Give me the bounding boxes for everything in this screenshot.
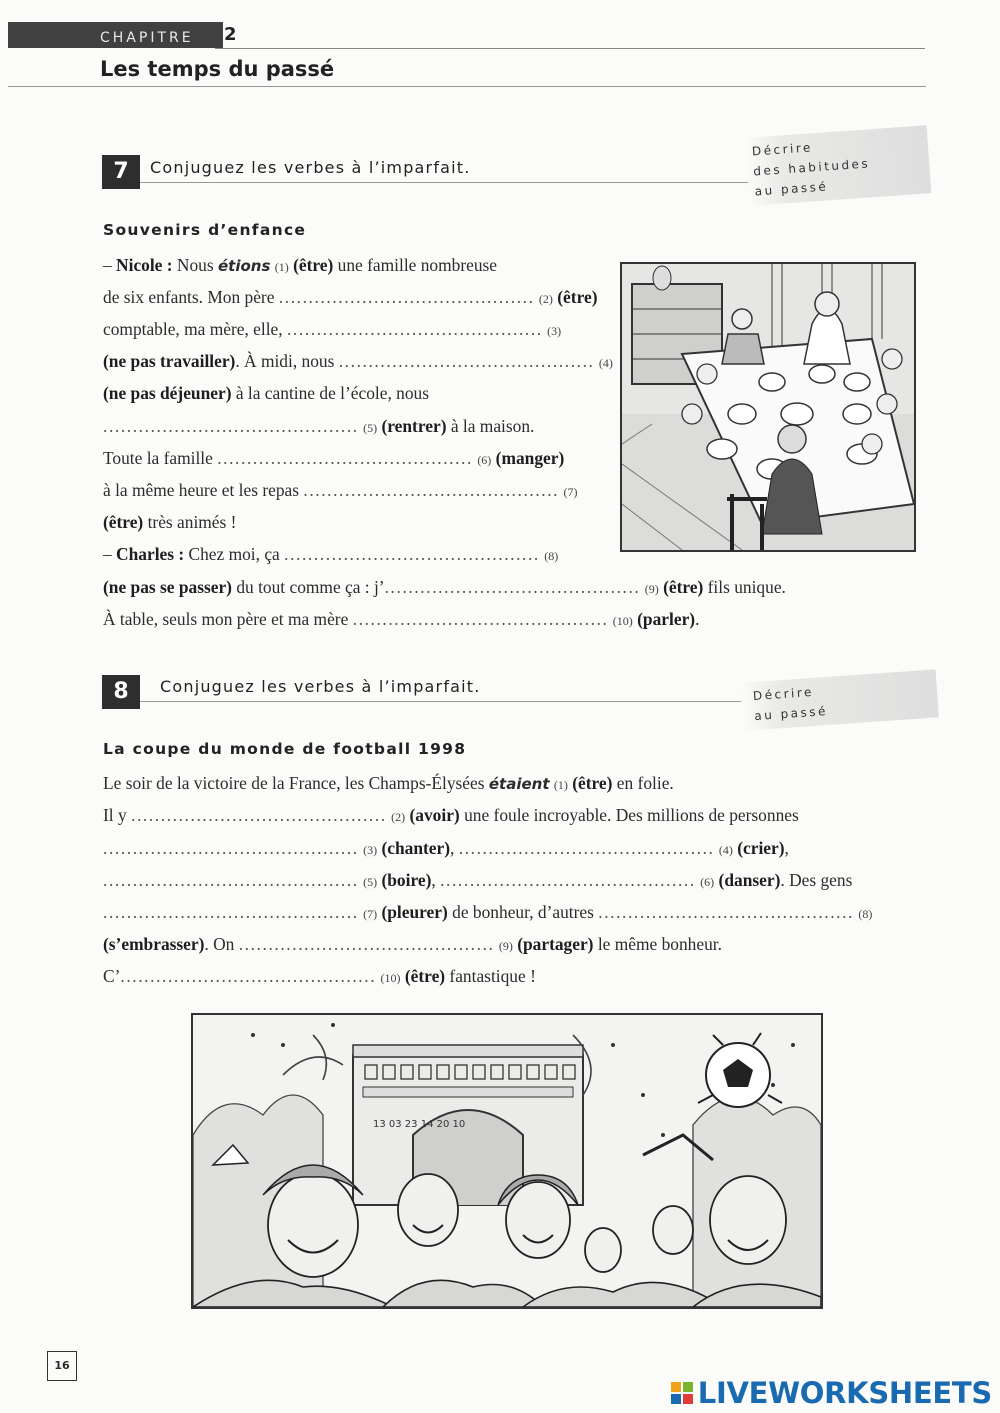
ex8-line-7: C’........................................... (10) (être) fantastique ! xyxy=(103,966,536,986)
arch-numbers: 13 03 23 14 20 10 xyxy=(373,1119,466,1130)
answer-blank-3[interactable]: ........................................... xyxy=(103,838,359,858)
answer-blank-2[interactable]: ........................................... xyxy=(278,287,535,307)
ex7-line-1: – Nicole : Nous étions (1) (être) une famille nombreuse xyxy=(103,255,498,275)
answer-blank-8[interactable]: ........................................... xyxy=(284,544,540,564)
ex8-line-2: Il y ........................................... (2) (avoir) une foule incroyable. Des millions de personnes xyxy=(103,805,799,825)
liveworksheets-logo-icon xyxy=(671,1382,693,1404)
ex7-line-9: (être) très animés ! xyxy=(103,512,237,532)
celebration-illustration xyxy=(191,1013,823,1309)
exercise-8-subtitle: La coupe du monde de football 1998 xyxy=(103,740,467,758)
answer-blank-10[interactable]: ........................................... xyxy=(120,966,377,986)
answer-blank-7[interactable]: ........................................... xyxy=(303,480,560,500)
family-dinner-drawing xyxy=(622,264,914,550)
ex8-line-5: ........................................... (7) (pleurer) de bonheur, d’autres ........................................... (8) xyxy=(103,902,873,922)
page-title: Les temps du passé xyxy=(100,57,335,81)
header-rule-2 xyxy=(8,86,926,87)
ex8-line-4: ........................................... (5) (boire), ........................................... (6) (danser). Des gens xyxy=(103,870,853,890)
answer-1[interactable]: étions xyxy=(217,257,271,275)
header-rule xyxy=(215,48,925,49)
answer-blank-2[interactable]: ........................................... xyxy=(131,805,387,825)
answer-blank-9[interactable]: ........................................... xyxy=(384,577,641,597)
ex7-line-12: À table, seuls mon père et ma mère ........................................... (10) (parler). xyxy=(103,609,700,629)
brand-text: LIVEWORKSHEETS xyxy=(697,1376,992,1410)
exercise-7-instruction: Conjuguez les verbes à l’imparfait. xyxy=(150,158,471,177)
answer-blank-7[interactable]: ........................................... xyxy=(103,902,359,922)
page-number: 16 xyxy=(47,1351,77,1381)
answer-blank-9[interactable]: ........................................... xyxy=(238,934,495,954)
chapter-number: 2 xyxy=(224,24,237,45)
celebration-drawing xyxy=(193,1015,821,1307)
answer-blank-6[interactable]: ........................................... xyxy=(217,448,473,468)
answer-blank-3[interactable]: ........................................... xyxy=(286,319,543,339)
exercise-8-rule xyxy=(140,701,780,702)
chapter-label: CHAPITRE xyxy=(100,30,194,46)
ex8-line-1: Le soir de la victoire de la France, les Champs-Élysées étaient (1) (être) en folie. xyxy=(103,773,674,793)
exercise-7-subtitle: Souvenirs d’enfance xyxy=(103,221,307,239)
exercise-8-tag xyxy=(740,669,939,731)
exercise-7-tag xyxy=(745,125,931,206)
answer-blank-10[interactable]: ........................................... xyxy=(352,609,609,629)
liveworksheets-brand[interactable] xyxy=(671,1376,992,1410)
exercise-7-rule xyxy=(140,182,780,183)
tag-line: au passé xyxy=(754,179,829,199)
tag-line: Décrire xyxy=(752,684,815,704)
exercise-8-instruction: Conjuguez les verbes à l’imparfait. xyxy=(160,677,481,696)
answer-blank-5[interactable]: ........................................... xyxy=(103,416,359,436)
ex7-line-3: comptable, ma mère, elle, ........................................... (3) xyxy=(103,319,562,339)
answer-1[interactable]: étaient xyxy=(488,775,550,793)
tag-line: Décrire xyxy=(751,140,814,159)
ex8-line-3: ........................................... (3) (chanter), ........................................... (4) (crier), xyxy=(103,838,789,858)
ex7-line-7: Toute la famille ........................................... (6) (manger) xyxy=(103,448,565,468)
ex7-line-11: (ne pas se passer) du tout comme ça : j’........................................... (9) (être) fils unique. xyxy=(103,577,786,597)
exercise-8-number: 8 xyxy=(102,675,140,709)
exercise-7-number: 7 xyxy=(102,155,140,189)
answer-blank-5[interactable]: ........................................... xyxy=(103,870,359,890)
ex7-line-10: – Charles : Chez moi, ça ........................................... (8) xyxy=(103,544,559,564)
answer-blank-4[interactable]: ........................................... xyxy=(458,838,715,858)
ex7-line-4: (ne pas travailler). À midi, nous ........................................... (4) xyxy=(103,351,613,371)
ex8-line-6: (s’embrasser). On ........................................... (9) (partager) le même bonheur. xyxy=(103,934,722,954)
answer-blank-6[interactable]: ........................................... xyxy=(440,870,696,890)
tag-line: des habitudes xyxy=(752,156,871,179)
ex7-line-8: à la même heure et les repas ........................................... (7) xyxy=(103,480,578,500)
answer-blank-4[interactable]: ........................................... xyxy=(338,351,595,371)
answer-blank-8[interactable]: ........................................... xyxy=(598,902,854,922)
ex7-line-5: (ne pas déjeuner) à la cantine de l’école, nous xyxy=(103,383,429,403)
ex7-line-2: de six enfants. Mon père ........................................... (2) (être) xyxy=(103,287,598,307)
ex7-line-6: ........................................... (5) (rentrer) à la maison. xyxy=(103,416,535,436)
tag-line: au passé xyxy=(753,703,829,724)
family-dinner-illustration xyxy=(620,262,916,552)
